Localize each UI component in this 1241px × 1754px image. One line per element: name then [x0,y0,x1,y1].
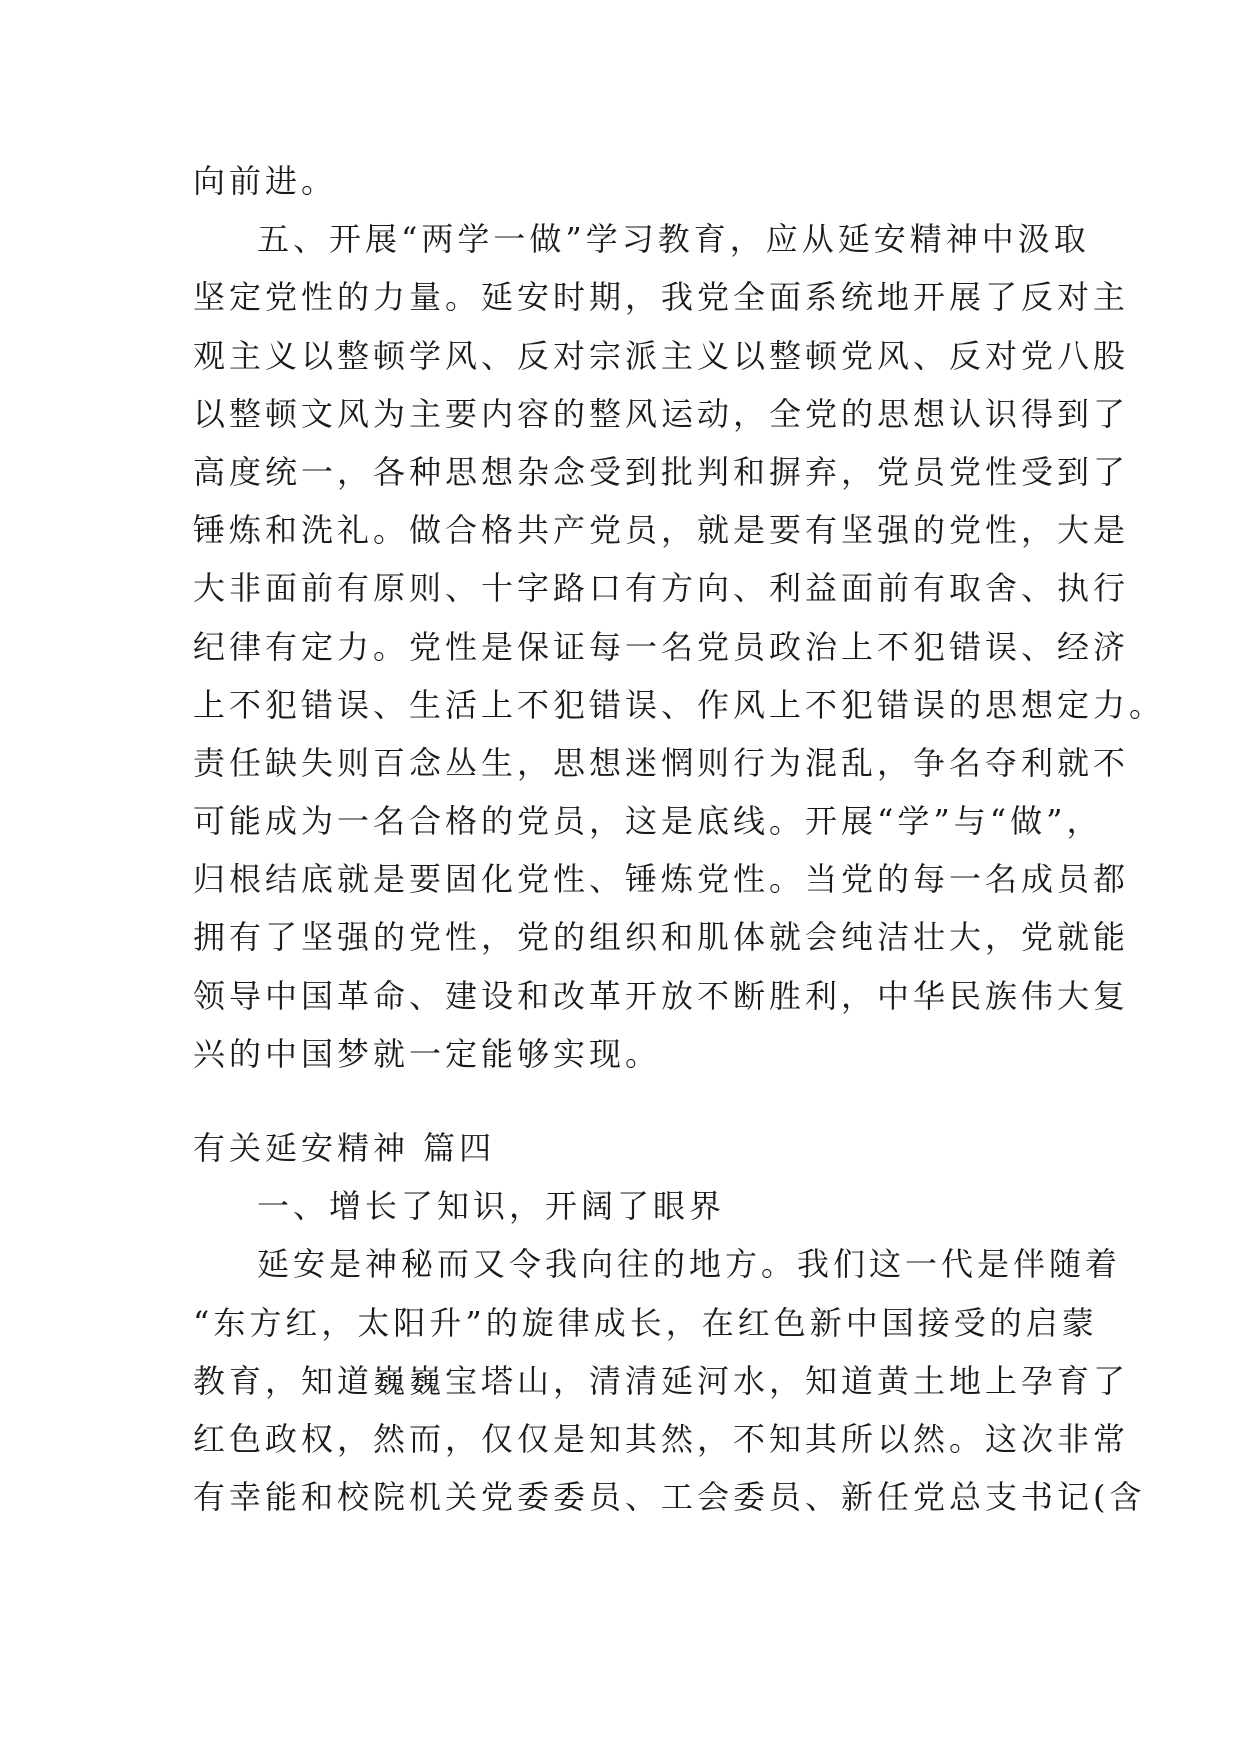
paragraph-start-line: 五、开展“两学一做”学习教育，应从延安精神中汲取 [257,220,1090,259]
text-line: 纪律有定力。党性是保证每一名党员政治上不犯错误、经济 [193,627,1130,666]
paragraph-start-line: 延安是神秘而又令我向往的地方。我们这一代是伴随着 [257,1245,1122,1284]
text-line: 以整顿文风为主要内容的整风运动，全党的思想认识得到了 [193,394,1130,433]
document-body [193,152,1166,1526]
article-subheading: 一、增长了知识，开阔了眼界 [257,1187,726,1226]
text-line: 领导中国革命、建设和改革开放不断胜利，中华民族伟大复 [193,976,1130,1015]
text-line: 锤炼和洗礼。做合格共产党员，就是要有坚强的党性，大是 [193,511,1130,550]
text-line: 教育，知道巍巍宝塔山，清清延河水，知道黄土地上孕育了 [193,1361,1130,1400]
text-line: “东方红，太阳升”的旋律成长，在红色新中国接受的启蒙 [193,1303,1098,1342]
text-line: 拥有了坚强的党性，党的组织和肌体就会纯洁壮大，党就能 [193,918,1130,957]
text-line: 向前进。 [193,162,338,200]
text-line: 坚定党性的力量。延安时期，我党全面系统地开展了反对主 [193,278,1130,317]
text-line: 大非面前有原则、十字路口有方向、利益面前有取舍、执行 [193,569,1130,608]
text-line: 有幸能和校院机关党委委员、工会委员、新任党总支书记(含 [193,1478,1146,1517]
text-line: 归根结底就是要固化党性、锤炼党性。当党的每一名成员都 [193,860,1130,899]
text-line: 上不犯错误、生活上不犯错误、作风上不犯错误的思想定力。 [193,685,1166,724]
text-line: 责任缺失则百念丛生，思想迷惘则行为混乱，争名夺利就不 [193,743,1130,782]
text-line: 可能成为一名合格的党员，这是底线。开展“学”与“做”， [193,802,1103,841]
text-line: 红色政权，然而，仅仅是知其然，不知其所以然。这次非常 [193,1419,1130,1458]
article-title: 有关延安精神 篇四 [193,1129,496,1167]
text-line: 高度统一，各种思想杂念受到批判和摒弃，党员党性受到了 [193,452,1130,491]
text-line: 观主义以整顿学风、反对宗派主义以整顿党风、反对党八股 [193,336,1130,375]
text-line: 兴的中国梦就一定能够实现。 [193,1034,662,1073]
